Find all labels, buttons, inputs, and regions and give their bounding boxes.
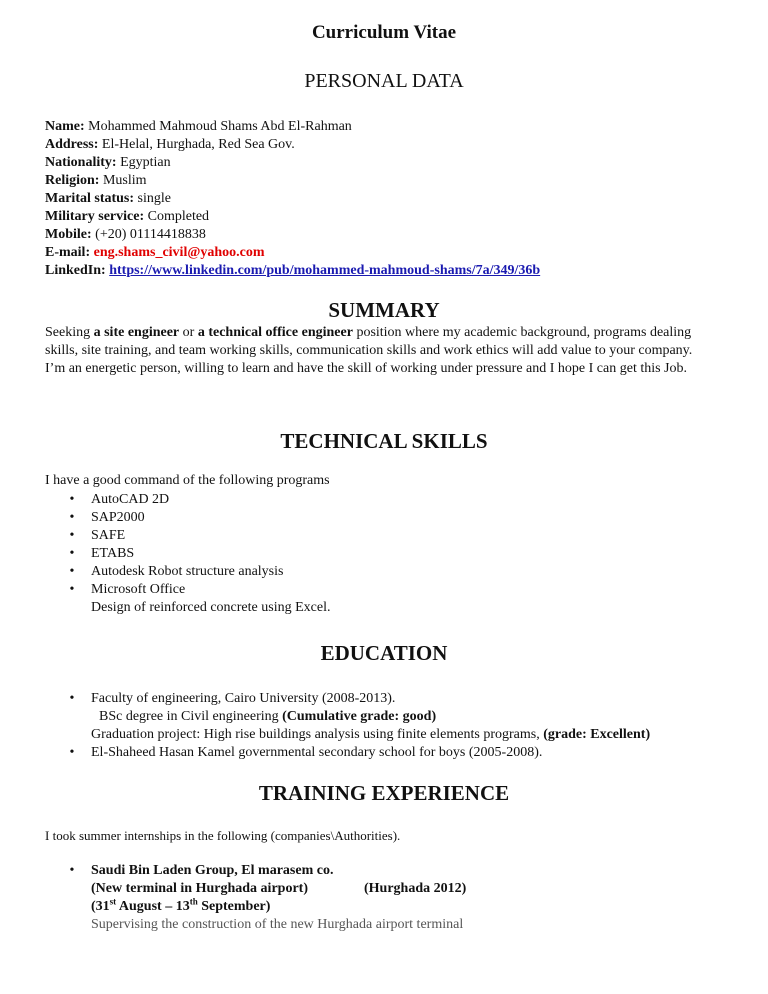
technical-skills-heading: TECHNICAL SKILLS [280, 429, 488, 453]
address-row: Address: El-Helal, Hurghada, Red Sea Gov. [45, 137, 295, 152]
marital-row: Marital status: single [45, 191, 171, 206]
email-row: E-mail: eng.shams_civil@yahoo.com [45, 245, 265, 260]
nationality-row: Nationality: Egyptian [45, 155, 171, 170]
personal-data-section [45, 118, 745, 280]
military-row: Military service: Completed [45, 209, 210, 224]
list-item: • ETABS [65, 545, 330, 563]
document-title: Curriculum Vitae [311, 22, 457, 43]
summary-paragraph-2: I’m an energetic person, willing to learn and have the skill of working under pressure and I hope I can get this Job. [45, 361, 688, 376]
training-heading: TRAINING EXPERIENCE [258, 781, 510, 805]
list-item-continuation: Design of reinforced concrete using Excel. [91, 600, 331, 615]
list-item: • Autodesk Robot structure analysis [65, 563, 330, 581]
bullet-icon: • [69, 863, 75, 878]
training-list [65, 862, 466, 934]
bullet-icon: • [69, 691, 75, 706]
list-item: • AutoCAD 2D [65, 491, 330, 509]
name-row: Name: Mohammed Mahmoud Shams Abd El-Rahman [45, 119, 352, 134]
bullet-icon: • [69, 564, 75, 579]
training-project-line: (New terminal in Hurghada airport) (Hurghada 2012) [91, 881, 467, 896]
summary-paragraph-1: Seeking a site engineer or a technical office engineer position where my academic background, programs dealing skills, site training, and team working skills, communication skills and work ethics will add value to your company. [45, 325, 693, 358]
summary-heading: SUMMARY [328, 298, 440, 322]
training-intro: I took summer internships in the following (companies\Authorities). [45, 828, 401, 843]
bullet-icon: • [69, 745, 75, 760]
linkedin-row: LinkedIn: https://www.linkedin.com/pub/mohammed-mahmoud-shams/7a/349/36b [45, 263, 541, 278]
email-link[interactable]: eng.shams_civil@yahoo.com [93, 245, 265, 260]
religion-row: Religion: Muslim [45, 173, 147, 188]
summary-section [45, 324, 725, 378]
list-item: • SAP2000 [65, 509, 330, 527]
bullet-icon: • [69, 492, 75, 507]
bullet-icon: • [69, 546, 75, 561]
linkedin-link[interactable]: https://www.linkedin.com/pub/mohammed-mahmoud-shams/7a/349/36b [109, 263, 541, 278]
list-item: • Faculty of engineering, Cairo University (2008-2013). [65, 690, 650, 708]
technical-skills-list [65, 491, 330, 617]
list-item: • SAFE [65, 527, 330, 545]
project-line: Graduation project: High rise buildings analysis using finite elements programs, (grade: Excellent) [91, 727, 651, 742]
bullet-icon: • [69, 510, 75, 525]
personal-data-heading: PERSONAL DATA [304, 70, 464, 92]
bullet-icon: • [69, 528, 75, 543]
list-item: • Microsoft Office [65, 581, 330, 599]
education-heading: EDUCATION [320, 641, 448, 665]
education-list [65, 690, 650, 762]
technical-intro: I have a good command of the following programs [45, 473, 330, 488]
mobile-row: Mobile: (+20) 01114418838 [45, 227, 206, 242]
training-description: Supervising the construction of the new Hurghada airport terminal [91, 917, 464, 932]
training-date-line: (31st August – 13th September) [91, 896, 271, 914]
degree-line: BSc degree in Civil engineering (Cumulative grade: good) [99, 709, 437, 724]
list-item: • El-Shaheed Hasan Kamel governmental secondary school for boys (2005-2008). [65, 744, 650, 762]
list-item: • Saudi Bin Laden Group, El marasem co. [65, 862, 466, 880]
bullet-icon: • [69, 582, 75, 597]
